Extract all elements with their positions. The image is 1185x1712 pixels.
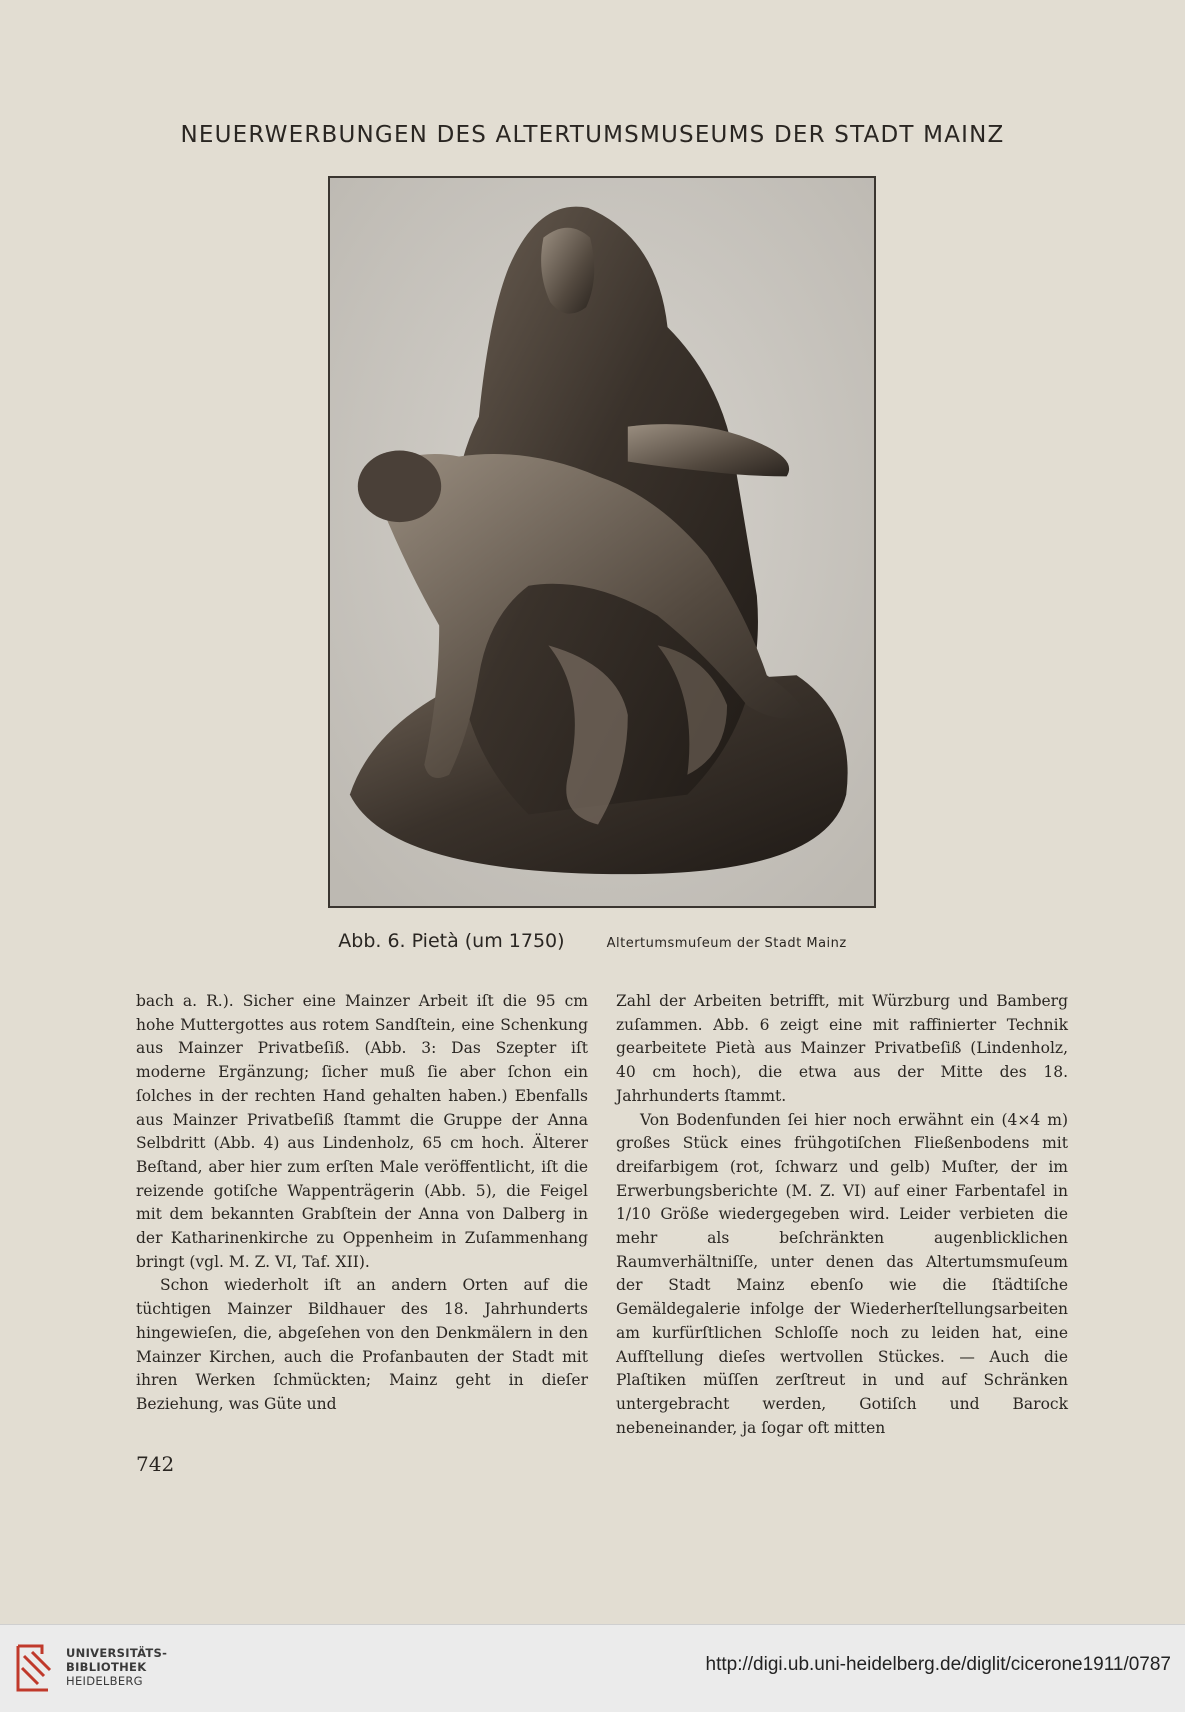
- library-name-line: HEIDELBERG: [66, 1674, 143, 1688]
- library-logo-icon[interactable]: [14, 1640, 54, 1696]
- text-column-left: [136, 990, 588, 1417]
- paragraph: bach a. R.). Sicher eine Mainzer Arbeit iſt die 95 cm hohe Muttergottes aus rotem Sandſtein, eine Schenkung aus Mainzer Privatbeſiß. (Abb. 3: Das Szepter iſt moderne Ergänzung; ſicher muß ſie aber ſchon ein ſolches in der rechten Hand gehalten haben.) Ebenfalls aus Mainzer Privatbeſiß ſtammt die Gruppe der Anna Selbdritt (Abb. 4) aus Lindenholz, 65 cm hoch. Älterer Beſtand, aber hier zum erſten Male veröffentlicht, iſt die reizende gotiſche Wappenträgerin (Abb. 5), die Feigel mit dem bekannten Grabſtein der Anna von Dalberg in der Katharinenkirche zu Oppenheim in Zuſammenhang bringt (vgl. M. Z. VI, Taf. XII).: [136, 992, 588, 1271]
- library-name-line: BIBLIOTHEK: [66, 1660, 147, 1674]
- paragraph: Schon wiederholt iſt an andern Orten auf die tüchtigen Mainzer Bildhauer des 18. Jahrhunderts hingewieſen, die, abgeſehen von den Denkmälern in den Mainzer Kirchen, auch die Profanbauten der Stadt mit ihren Werken ſchmückten; Mainz geht in dieſer Beziehung, was Güte und: [136, 1276, 588, 1413]
- viewer-footer: [0, 1624, 1185, 1712]
- text-column-right: [616, 990, 1068, 1440]
- library-name-line: UNIVERSITÄTS-: [66, 1646, 168, 1660]
- paragraph: Zahl der Arbeiten betrifft, mit Würzburg und Bamberg zuſammen. Abb. 6 zeigt eine mit raffinierter Technik gearbeitete Pietà aus Mainzer Privatbeſiß (Lindenholz, 40 cm hoch), die etwa aus der Mitte des 18. Jahrhunderts ſtammt.: [616, 992, 1068, 1105]
- pieta-sculpture-image: [330, 178, 874, 906]
- paragraph: Von Bodenfunden ſei hier noch erwähnt ein (4×4 m) großes Stück eines frühgotiſchen Fließenbodens mit dreifarbigem (rot, ſchwarz und gelb) Muſter, der im Erwerbungsberichte (M. Z. VI) auf einer Farbentafel in 1/10 Größe wiedergegeben wird. Leider verbieten die mehr als beſchränkten augenblicklichen Raumverhältniſſe, unter denen das Altertumsmuſeum der Stadt Mainz ebenſo wie die ſtädtiſche Gemäldegalerie infolge der Wiederherſtellungsarbeiten am kurfürſtlichen Schloſſe noch zu leiden hat, eine Aufſtellung dieſes wertvollen Stückes. — Auch die Plaſtiken müſſen zerſtreut in und auf Schränken untergebracht werden, Gotiſch und Barock nebeneinander, ja ſogar oft mitten: [616, 1110, 1068, 1437]
- caption-title: Abb. 6. Pietà (um 1750): [338, 930, 565, 952]
- library-name[interactable]: [66, 1646, 167, 1688]
- running-head: NEUERWERBUNGEN DES ALTERTUMSMUSEUMS DER STADT MAINZ: [180, 122, 1005, 148]
- pieta-photograph: [328, 176, 876, 908]
- page-number: 742: [136, 1452, 175, 1476]
- figure-caption: [0, 930, 1185, 952]
- permalink-url[interactable]: http://digi.ub.uni-heidelberg.de/diglit/cicerone1911/0787: [705, 1654, 1171, 1675]
- caption-source: Altertumsmuſeum der Stadt Mainz: [606, 936, 847, 951]
